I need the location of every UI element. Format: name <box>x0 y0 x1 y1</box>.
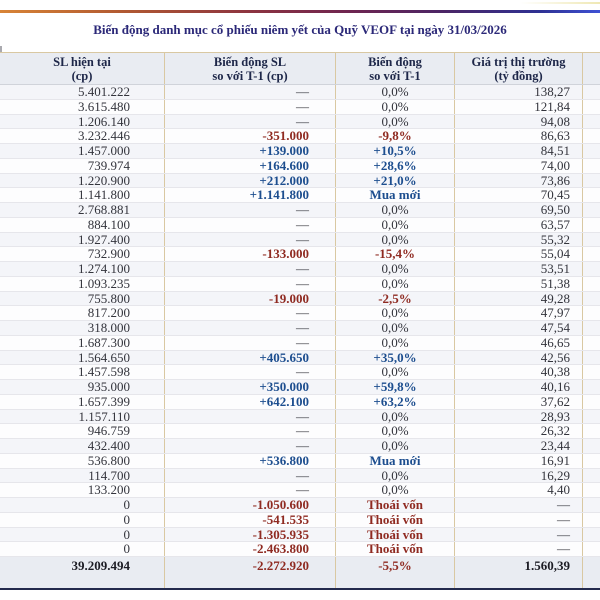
percent-cell: -9,8% <box>336 129 455 143</box>
change-cell: +164.600 <box>165 159 336 173</box>
change-cell: -1.305.935 <box>165 528 336 542</box>
total-quantity-cell: 39.209.494 <box>0 557 165 588</box>
value-cell: 42,56 <box>455 351 583 365</box>
extra-cell <box>583 277 600 291</box>
portfolio-table <box>0 52 600 590</box>
table-row <box>0 115 600 130</box>
value-cell: 55,32 <box>455 233 583 247</box>
quantity-cell: 755.800 <box>0 292 165 306</box>
table-row <box>0 144 600 159</box>
page-title: Biến động danh mục cổ phiếu niêm yết của Quỹ VEOF tại ngày 31/03/2026 <box>93 22 507 37</box>
quantity-cell: 1.657.399 <box>0 395 165 409</box>
value-cell: 94,08 <box>455 115 583 129</box>
extra-cell <box>583 85 600 99</box>
percent-cell: +63,2% <box>336 395 455 409</box>
change-cell: — <box>165 277 336 291</box>
change-cell: — <box>165 203 336 217</box>
change-cell: — <box>165 439 336 453</box>
extra-cell <box>583 306 600 320</box>
value-cell: 70,45 <box>455 188 583 202</box>
extra-cell <box>583 233 600 247</box>
quantity-cell: 2.768.881 <box>0 203 165 217</box>
table-header-row <box>0 53 600 85</box>
table-row <box>0 233 600 248</box>
percent-cell: Mua mới <box>336 454 455 468</box>
extra-cell <box>583 380 600 394</box>
change-cell: +536.800 <box>165 454 336 468</box>
table-row <box>0 218 600 233</box>
table-row <box>0 424 600 439</box>
extra-cell <box>583 498 600 512</box>
percent-cell: 0,0% <box>336 469 455 483</box>
extra-cell <box>583 100 600 114</box>
header-line: Biến động <box>368 55 422 69</box>
quantity-cell: 0 <box>0 542 165 556</box>
extra-cell <box>583 336 600 350</box>
table-row <box>0 454 600 469</box>
value-cell: 23,44 <box>455 439 583 453</box>
extra-cell <box>583 262 600 276</box>
quantity-cell: 0 <box>0 498 165 512</box>
percent-cell: -2,5% <box>336 292 455 306</box>
quantity-cell: 1.687.300 <box>0 336 165 350</box>
extra-cell <box>583 115 600 129</box>
table-row <box>0 336 600 351</box>
extra-cell <box>583 528 600 542</box>
table-row <box>0 203 600 218</box>
value-cell: 73,86 <box>455 174 583 188</box>
value-cell: 40,38 <box>455 365 583 379</box>
table-row <box>0 395 600 410</box>
value-cell: 63,57 <box>455 218 583 232</box>
change-cell: — <box>165 262 336 276</box>
table-row <box>0 542 600 557</box>
change-cell: +350.000 <box>165 380 336 394</box>
quantity-cell: 1.206.140 <box>0 115 165 129</box>
table-row <box>0 469 600 484</box>
extra-cell <box>583 129 600 143</box>
value-cell: 40,16 <box>455 380 583 394</box>
percent-cell: 0,0% <box>336 365 455 379</box>
table-row <box>0 380 600 395</box>
percent-cell: -15,4% <box>336 247 455 261</box>
percent-cell: 0,0% <box>336 306 455 320</box>
total-percent-cell: -5,5% <box>336 557 455 588</box>
value-cell: — <box>455 528 583 542</box>
header-quantity-change <box>165 53 336 84</box>
change-cell: — <box>165 115 336 129</box>
percent-cell: +35,0% <box>336 351 455 365</box>
total-extra-cell <box>583 557 600 588</box>
quantity-cell: 0 <box>0 528 165 542</box>
value-cell: 86,63 <box>455 129 583 143</box>
total-value-cell: 1.560,39 <box>455 557 583 588</box>
value-cell: — <box>455 498 583 512</box>
table-total-row <box>0 557 600 590</box>
value-cell: 26,32 <box>455 424 583 438</box>
change-cell: -133.000 <box>165 247 336 261</box>
extra-cell <box>583 395 600 409</box>
total-change-cell: -2.272.920 <box>165 557 336 588</box>
quantity-cell: 3.232.446 <box>0 129 165 143</box>
table-row <box>0 277 600 292</box>
percent-cell: 0,0% <box>336 321 455 335</box>
table-row <box>0 306 600 321</box>
quantity-cell: 817.200 <box>0 306 165 320</box>
percent-cell: 0,0% <box>336 203 455 217</box>
value-cell: 51,38 <box>455 277 583 291</box>
extra-cell <box>583 410 600 424</box>
percent-cell: 0,0% <box>336 115 455 129</box>
table-row <box>0 321 600 336</box>
change-cell: -2.463.800 <box>165 542 336 556</box>
quantity-cell: 1.564.650 <box>0 351 165 365</box>
extra-cell <box>583 542 600 556</box>
gradient-divider-bar <box>0 10 600 13</box>
table-row <box>0 129 600 144</box>
value-cell: 138,27 <box>455 85 583 99</box>
table-row <box>0 528 600 543</box>
extra-cell <box>583 424 600 438</box>
percent-cell: 0,0% <box>336 262 455 276</box>
extra-cell <box>583 513 600 527</box>
quantity-cell: 1.927.400 <box>0 233 165 247</box>
change-cell: — <box>165 321 336 335</box>
value-cell: 49,28 <box>455 292 583 306</box>
table-row <box>0 365 600 380</box>
percent-cell: 0,0% <box>336 336 455 350</box>
change-cell: -351.000 <box>165 129 336 143</box>
change-cell: +405.650 <box>165 351 336 365</box>
change-cell: — <box>165 218 336 232</box>
value-cell: 55,04 <box>455 247 583 261</box>
value-cell: 47,54 <box>455 321 583 335</box>
value-cell: 69,50 <box>455 203 583 217</box>
value-cell: 37,62 <box>455 395 583 409</box>
table-row <box>0 85 600 100</box>
table-row <box>0 498 600 513</box>
value-cell: 16,91 <box>455 454 583 468</box>
percent-cell: 0,0% <box>336 233 455 247</box>
percent-cell: 0,0% <box>336 410 455 424</box>
value-cell: — <box>455 513 583 527</box>
change-cell: — <box>165 410 336 424</box>
header-line: Biến động SL <box>213 55 287 69</box>
value-cell: 4,40 <box>455 483 583 497</box>
extra-cell <box>583 159 600 173</box>
value-cell: 47,97 <box>455 306 583 320</box>
extra-cell <box>583 218 600 232</box>
quantity-cell: 1.457.598 <box>0 365 165 379</box>
header-line: SL hiện tại <box>53 55 111 69</box>
change-cell: — <box>165 306 336 320</box>
extra-cell <box>583 203 600 217</box>
value-cell: 46,65 <box>455 336 583 350</box>
table-row <box>0 292 600 307</box>
quantity-cell: 3.615.480 <box>0 100 165 114</box>
value-cell: 74,00 <box>455 159 583 173</box>
change-cell: -1.050.600 <box>165 498 336 512</box>
extra-cell <box>583 483 600 497</box>
value-cell: 28,93 <box>455 410 583 424</box>
change-cell: +642.100 <box>165 395 336 409</box>
quantity-cell: 133.200 <box>0 483 165 497</box>
quantity-cell: 935.000 <box>0 380 165 394</box>
quantity-cell: 884.100 <box>0 218 165 232</box>
percent-cell: 0,0% <box>336 424 455 438</box>
change-cell: — <box>165 336 336 350</box>
extra-cell <box>583 351 600 365</box>
value-cell: 121,84 <box>455 100 583 114</box>
extra-cell <box>583 292 600 306</box>
table-row <box>0 351 600 366</box>
quantity-cell: 1.220.900 <box>0 174 165 188</box>
header-line: (tỷ đồng) <box>494 69 543 83</box>
quantity-cell: 536.800 <box>0 454 165 468</box>
extra-cell <box>583 439 600 453</box>
header-market-value <box>455 53 583 84</box>
percent-cell: Thoái vốn <box>336 513 455 527</box>
header-line: so với T-1 <box>369 69 421 83</box>
quantity-cell: 318.000 <box>0 321 165 335</box>
percent-cell: 0,0% <box>336 277 455 291</box>
percent-cell: Thoái vốn <box>336 542 455 556</box>
quantity-cell: 432.400 <box>0 439 165 453</box>
percent-cell: Thoái vốn <box>336 498 455 512</box>
quantity-cell: 1.274.100 <box>0 262 165 276</box>
quantity-cell: 739.974 <box>0 159 165 173</box>
extra-cell <box>583 188 600 202</box>
change-cell: -541.535 <box>165 513 336 527</box>
quantity-cell: 114.700 <box>0 469 165 483</box>
table-row <box>0 410 600 425</box>
header-line: Giá trị thị trường <box>471 55 566 69</box>
percent-cell: 0,0% <box>336 85 455 99</box>
top-faint-accent-line <box>520 2 600 4</box>
quantity-cell: 5.401.222 <box>0 85 165 99</box>
table-row <box>0 513 600 528</box>
extra-cell <box>583 321 600 335</box>
extra-cell <box>583 469 600 483</box>
quantity-cell: 1.141.800 <box>0 188 165 202</box>
percent-cell: 0,0% <box>336 218 455 232</box>
header-current-quantity <box>0 53 165 84</box>
percent-cell: +21,0% <box>336 174 455 188</box>
change-cell: — <box>165 424 336 438</box>
percent-cell: +28,6% <box>336 159 455 173</box>
change-cell: +212.000 <box>165 174 336 188</box>
extra-cell <box>583 454 600 468</box>
table-row <box>0 262 600 277</box>
extra-cell <box>583 144 600 158</box>
change-cell: -19.000 <box>165 292 336 306</box>
table-row <box>0 439 600 454</box>
change-cell: — <box>165 469 336 483</box>
quantity-cell: 1.157.110 <box>0 410 165 424</box>
percent-cell: +59,8% <box>336 380 455 394</box>
change-cell: +1.141.800 <box>165 188 336 202</box>
change-cell: — <box>165 233 336 247</box>
change-cell: +139.000 <box>165 144 336 158</box>
change-cell: — <box>165 483 336 497</box>
percent-cell: +10,5% <box>336 144 455 158</box>
value-cell: 16,29 <box>455 469 583 483</box>
value-cell: 53,51 <box>455 262 583 276</box>
value-cell: — <box>455 542 583 556</box>
table-row <box>0 188 600 203</box>
percent-cell: Mua mới <box>336 188 455 202</box>
table-row <box>0 159 600 174</box>
quantity-cell: 732.900 <box>0 247 165 261</box>
percent-cell: 0,0% <box>336 100 455 114</box>
table-row <box>0 483 600 498</box>
quantity-cell: 0 <box>0 513 165 527</box>
extra-cell <box>583 174 600 188</box>
change-cell: — <box>165 365 336 379</box>
percent-cell: Thoái vốn <box>336 528 455 542</box>
percent-cell: 0,0% <box>336 483 455 497</box>
table-row <box>0 247 600 262</box>
quantity-cell: 1.457.000 <box>0 144 165 158</box>
header-extra-column <box>583 53 600 84</box>
header-line: (cp) <box>71 69 93 83</box>
percent-cell: 0,0% <box>336 439 455 453</box>
header-line: so với T-1 (cp) <box>212 69 288 83</box>
quantity-cell: 1.093.235 <box>0 277 165 291</box>
header-percent-change <box>336 53 455 84</box>
extra-cell <box>583 365 600 379</box>
quantity-cell: 946.759 <box>0 424 165 438</box>
table-row <box>0 174 600 189</box>
extra-cell <box>583 247 600 261</box>
value-cell: 84,51 <box>455 144 583 158</box>
table-body <box>0 85 600 557</box>
change-cell: — <box>165 85 336 99</box>
table-row <box>0 100 600 115</box>
change-cell: — <box>165 100 336 114</box>
